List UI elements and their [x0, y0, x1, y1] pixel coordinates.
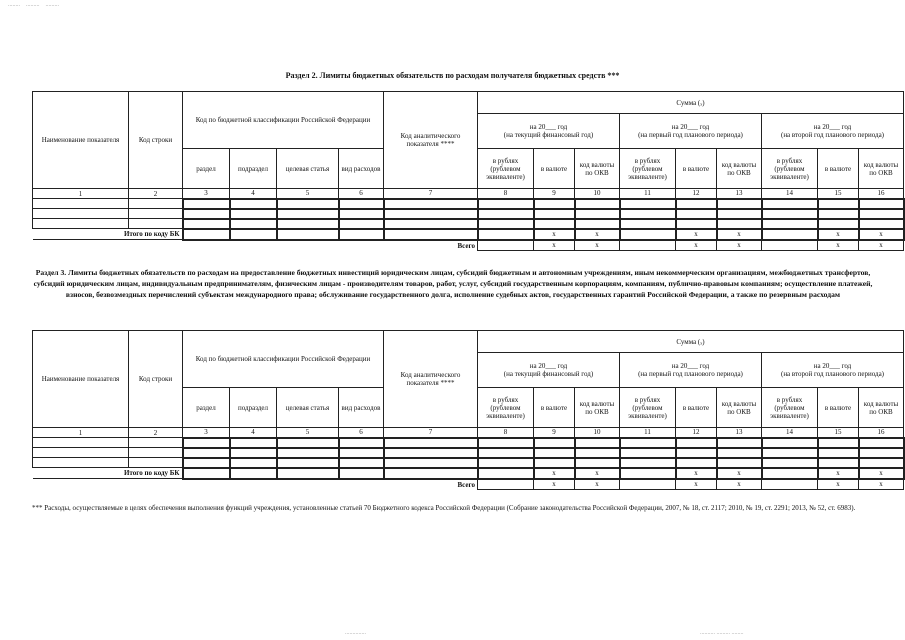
x-mark: x: [717, 479, 762, 490]
data-cell: [183, 209, 230, 219]
total-cell: [478, 479, 534, 490]
data-cell: [534, 219, 575, 229]
total-cell: [339, 468, 384, 479]
x-mark: x: [676, 240, 717, 251]
total-all-label: Всего: [33, 240, 478, 251]
data-cell: [339, 219, 384, 229]
year-label: на 20___ год: [671, 362, 710, 370]
col-header-vid: вид расходов: [339, 388, 384, 428]
period-header-2: [620, 353, 762, 388]
data-cell: [129, 199, 183, 209]
total-cell: [478, 240, 534, 251]
data-cell: [230, 219, 277, 229]
data-cell: [277, 448, 339, 458]
section3-table: [32, 330, 905, 490]
total-cell: [762, 229, 818, 240]
sub-header-okv: код валюты по ОКВ: [575, 388, 620, 428]
period-header-3: [762, 353, 904, 388]
total-cell: [762, 479, 818, 490]
x-mark: x: [575, 479, 620, 490]
col-header-name: Наименование показателя: [33, 92, 129, 189]
data-cell: [818, 209, 859, 219]
data-cell: [230, 438, 277, 448]
x-mark: x: [818, 468, 859, 479]
data-cell: [762, 199, 818, 209]
data-cell: [339, 448, 384, 458]
data-cell: [717, 219, 762, 229]
data-cell: [277, 219, 339, 229]
period-header-1: [478, 114, 620, 149]
data-cell: [620, 458, 676, 468]
section3-title: Раздел 3. Лимиты бюджетных обязательств по расходам на предоставление бюджетных инвестиций юридическим лицам, субсидий бюджетным и автономным учреждениям, иным некоммерческим организациям, межбюджетных трансфертов, субсидий юридическим лицам, индивидуальным предпринимателям, физическим лицам - производителям товаров, работ, услуг, субсидий государственным корпорациям, компаниям, публично-правовым компаниям; осуществление платежей, взносов, безвозмездных перечислений субъектам международного права; обслуживание государственного долга, исполнение судебных актов, государственных гарантий Российской Федерации, а также по резервным расходам: [33, 268, 873, 299]
data-cell: [859, 219, 904, 229]
column-number: 16: [859, 189, 904, 199]
year-label: на 20___ год: [671, 123, 710, 131]
data-cell: [620, 448, 676, 458]
sub-header-cur: в валюте: [818, 149, 859, 189]
sub-header-okv: код валюты по ОКВ: [575, 149, 620, 189]
total-cell: [183, 468, 230, 479]
column-number: 8: [478, 428, 534, 438]
column-number: 2: [129, 428, 183, 438]
table-row: [33, 448, 904, 458]
column-number: 16: [859, 428, 904, 438]
x-mark: x: [717, 468, 762, 479]
col-header-razdel: раздел: [183, 388, 230, 428]
column-number: 11: [620, 189, 676, 199]
col-header-bk: Код по бюджетной классификации Российской Федерации: [183, 92, 384, 149]
data-cell: [384, 438, 478, 448]
x-mark: x: [534, 240, 575, 251]
data-cell: [676, 219, 717, 229]
data-cell: [717, 438, 762, 448]
data-cell: [478, 209, 534, 219]
column-number: 7: [384, 189, 478, 199]
scan-artifact-bottom: ..............: [345, 630, 366, 636]
x-mark: x: [534, 468, 575, 479]
col-header-bk: Код по бюджетной классификации Российской Федерации: [183, 331, 384, 388]
x-mark: x: [534, 229, 575, 240]
data-cell: [620, 219, 676, 229]
total-all-label: Всего: [33, 479, 478, 490]
year-label: на 20___ год: [529, 362, 568, 370]
data-cell: [183, 458, 230, 468]
col-header-podrazdel: подраздел: [230, 149, 277, 189]
scan-artifact: ........ ......... .........: [8, 2, 59, 8]
sub-header-rub: в рублях (рублевом эквиваленте): [762, 149, 818, 189]
x-mark: x: [676, 229, 717, 240]
column-number: 3: [183, 428, 230, 438]
x-mark: x: [818, 479, 859, 490]
data-cell: [33, 209, 129, 219]
data-cell: [762, 448, 818, 458]
data-cell: [676, 438, 717, 448]
x-mark: x: [575, 229, 620, 240]
data-cell: [534, 438, 575, 448]
data-cell: [384, 458, 478, 468]
data-cell: [575, 458, 620, 468]
total-cell: [277, 468, 339, 479]
column-number: 9: [534, 428, 575, 438]
data-cell: [277, 458, 339, 468]
data-cell: [478, 448, 534, 458]
data-cell: [478, 199, 534, 209]
sum-header-part: ₓ: [700, 337, 703, 346]
sum-header-part: ): [702, 98, 705, 107]
data-cell: [129, 448, 183, 458]
data-cell: [676, 458, 717, 468]
sum-header-part: ): [702, 337, 705, 346]
sub-header-rub: в рублях (рублевом эквиваленте): [478, 388, 534, 428]
data-cell: [183, 199, 230, 209]
total-cell: [620, 229, 676, 240]
data-cell: [183, 219, 230, 229]
data-cell: [33, 458, 129, 468]
data-cell: [859, 458, 904, 468]
period-label: (на первый год планового периода): [638, 131, 743, 139]
sub-header-rub: в рублях (рублевом эквиваленте): [762, 388, 818, 428]
total-cell: [762, 240, 818, 251]
data-cell: [230, 209, 277, 219]
column-number: 9: [534, 189, 575, 199]
x-mark: x: [859, 479, 904, 490]
data-cell: [33, 199, 129, 209]
total-cell: [384, 468, 478, 479]
x-mark: x: [676, 468, 717, 479]
col-header-name: Наименование показателя: [33, 331, 129, 428]
period-header-3: [762, 114, 904, 149]
column-number: 1: [33, 428, 129, 438]
period-header-1: [478, 353, 620, 388]
data-cell: [339, 438, 384, 448]
x-mark: x: [534, 479, 575, 490]
data-cell: [277, 438, 339, 448]
data-cell: [676, 209, 717, 219]
year-label: на 20___ год: [813, 362, 852, 370]
table-row: [33, 199, 904, 209]
x-mark: x: [818, 229, 859, 240]
total-cell: [384, 229, 478, 240]
x-mark: x: [575, 468, 620, 479]
total-cell: [478, 229, 534, 240]
year-label: на 20___ год: [813, 123, 852, 131]
data-cell: [818, 219, 859, 229]
total-bk-label: Итого по коду БК: [33, 468, 183, 479]
sub-header-okv: код валюты по ОКВ: [859, 388, 904, 428]
data-cell: [575, 438, 620, 448]
sub-header-okv: код валюты по ОКВ: [717, 388, 762, 428]
total-cell: [620, 240, 676, 251]
data-cell: [384, 448, 478, 458]
data-cell: [859, 438, 904, 448]
data-cell: [717, 458, 762, 468]
data-cell: [818, 438, 859, 448]
data-cell: [534, 458, 575, 468]
col-header-target: целевая статья: [277, 149, 339, 189]
year-label: на 20___ год: [529, 123, 568, 131]
column-number: 1: [33, 189, 129, 199]
data-cell: [859, 199, 904, 209]
col-header-code: Код строки: [129, 331, 183, 428]
sub-header-cur: в валюте: [534, 149, 575, 189]
data-cell: [478, 458, 534, 468]
data-cell: [129, 209, 183, 219]
data-cell: [575, 448, 620, 458]
col-header-analytic: Код аналитического показателя ****: [384, 92, 478, 189]
sub-header-okv: код валюты по ОКВ: [859, 149, 904, 189]
data-cell: [575, 219, 620, 229]
total-cell: [230, 468, 277, 479]
data-cell: [478, 219, 534, 229]
column-number: 7: [384, 428, 478, 438]
column-number: 12: [676, 428, 717, 438]
sub-header-rub: в рублях (рублевом эквиваленте): [478, 149, 534, 189]
sub-header-okv: код валюты по ОКВ: [717, 149, 762, 189]
col-header-sum: [478, 331, 904, 353]
total-bk-label: Итого по коду БК: [33, 229, 183, 240]
column-number: 2: [129, 189, 183, 199]
data-cell: [676, 199, 717, 209]
col-header-code: Код строки: [129, 92, 183, 189]
column-number: 13: [717, 189, 762, 199]
sub-header-cur: в валюте: [818, 388, 859, 428]
data-cell: [277, 199, 339, 209]
column-number: 6: [339, 189, 384, 199]
column-number: 14: [762, 189, 818, 199]
data-cell: [818, 199, 859, 209]
period-label: (на второй год планового периода): [780, 370, 885, 378]
col-header-sum: [478, 92, 904, 114]
data-cell: [384, 219, 478, 229]
data-cell: [620, 209, 676, 219]
data-cell: [230, 458, 277, 468]
data-cell: [339, 209, 384, 219]
section2-title: Раздел 2. Лимиты бюджетных обязательств по расходам получателя бюджетных средств ***: [285, 71, 620, 80]
table-row: [33, 209, 904, 219]
column-number: 10: [575, 428, 620, 438]
data-cell: [129, 219, 183, 229]
total-cell: [620, 468, 676, 479]
column-number: 15: [818, 189, 859, 199]
column-number: 5: [277, 428, 339, 438]
data-cell: [339, 458, 384, 468]
data-cell: [762, 458, 818, 468]
data-cell: [762, 209, 818, 219]
sub-header-cur: в валюте: [676, 149, 717, 189]
sum-header-part: ₓ: [700, 98, 703, 107]
x-mark: x: [717, 229, 762, 240]
col-header-podrazdel: подраздел: [230, 388, 277, 428]
section2-table: [32, 91, 905, 251]
data-cell: [33, 438, 129, 448]
column-number: 5: [277, 189, 339, 199]
data-cell: [129, 458, 183, 468]
col-header-vid: вид расходов: [339, 149, 384, 189]
table-row: [33, 458, 904, 468]
data-cell: [277, 209, 339, 219]
scan-artifact-bottom: .......... ......... ........: [700, 630, 744, 636]
total-cell: [183, 229, 230, 240]
total-cell: [478, 468, 534, 479]
column-number: 13: [717, 428, 762, 438]
data-cell: [575, 209, 620, 219]
x-mark: x: [859, 240, 904, 251]
column-number: 14: [762, 428, 818, 438]
data-cell: [859, 448, 904, 458]
column-number: 12: [676, 189, 717, 199]
sub-header-rub: в рублях (рублевом эквиваленте): [620, 149, 676, 189]
data-cell: [717, 209, 762, 219]
column-number: 8: [478, 189, 534, 199]
data-cell: [534, 448, 575, 458]
data-cell: [478, 438, 534, 448]
period-label: (на второй год планового периода): [780, 131, 885, 139]
column-number: 3: [183, 189, 230, 199]
total-cell: [277, 229, 339, 240]
x-mark: x: [859, 468, 904, 479]
data-cell: [230, 199, 277, 209]
data-cell: [620, 199, 676, 209]
data-cell: [534, 209, 575, 219]
x-mark: x: [859, 229, 904, 240]
col-header-analytic: Код аналитического показателя ****: [384, 331, 478, 428]
footnote: *** Расходы, осуществляемые в целях обеспечения выполнения функций учреждения, установленные статьей 70 Бюджетного кодекса Российской Федерации (Собрание законодательства Российской Федерации, 2007, № 18, ст. 2117; 2010, № 19, ст. 2291; 2013, № 52, ст. 6983).: [32, 504, 856, 512]
sum-header-part: Сумма (: [676, 98, 701, 107]
data-cell: [33, 448, 129, 458]
data-cell: [33, 219, 129, 229]
total-cell: [230, 229, 277, 240]
data-cell: [230, 448, 277, 458]
data-cell: [384, 209, 478, 219]
data-cell: [620, 438, 676, 448]
data-cell: [676, 448, 717, 458]
sum-header-part: Сумма (: [676, 337, 701, 346]
data-cell: [183, 438, 230, 448]
data-cell: [859, 209, 904, 219]
data-cell: [717, 448, 762, 458]
data-cell: [129, 438, 183, 448]
data-cell: [339, 199, 384, 209]
period-label: (на первый год планового периода): [638, 370, 743, 378]
total-cell: [620, 479, 676, 490]
period-header-2: [620, 114, 762, 149]
total-cell: [762, 468, 818, 479]
column-number: 15: [818, 428, 859, 438]
col-header-razdel: раздел: [183, 149, 230, 189]
x-mark: x: [575, 240, 620, 251]
data-cell: [762, 438, 818, 448]
data-cell: [818, 448, 859, 458]
data-cell: [818, 458, 859, 468]
data-cell: [762, 219, 818, 229]
table-row: [33, 219, 904, 229]
x-mark: x: [818, 240, 859, 251]
data-cell: [384, 199, 478, 209]
col-header-target: целевая статья: [277, 388, 339, 428]
data-cell: [183, 448, 230, 458]
column-number: 10: [575, 189, 620, 199]
period-label: (на текущий финансовый год): [503, 370, 594, 378]
total-cell: [339, 229, 384, 240]
column-number: 4: [230, 189, 277, 199]
sub-header-cur: в валюте: [676, 388, 717, 428]
sub-header-rub: в рублях (рублевом эквиваленте): [620, 388, 676, 428]
data-cell: [534, 199, 575, 209]
x-mark: x: [676, 479, 717, 490]
sub-header-cur: в валюте: [534, 388, 575, 428]
table-row: [33, 438, 904, 448]
data-cell: [575, 199, 620, 209]
column-number: 6: [339, 428, 384, 438]
x-mark: x: [717, 240, 762, 251]
column-number: 11: [620, 428, 676, 438]
column-number: 4: [230, 428, 277, 438]
period-label: (на текущий финансовый год): [503, 131, 594, 139]
data-cell: [717, 199, 762, 209]
